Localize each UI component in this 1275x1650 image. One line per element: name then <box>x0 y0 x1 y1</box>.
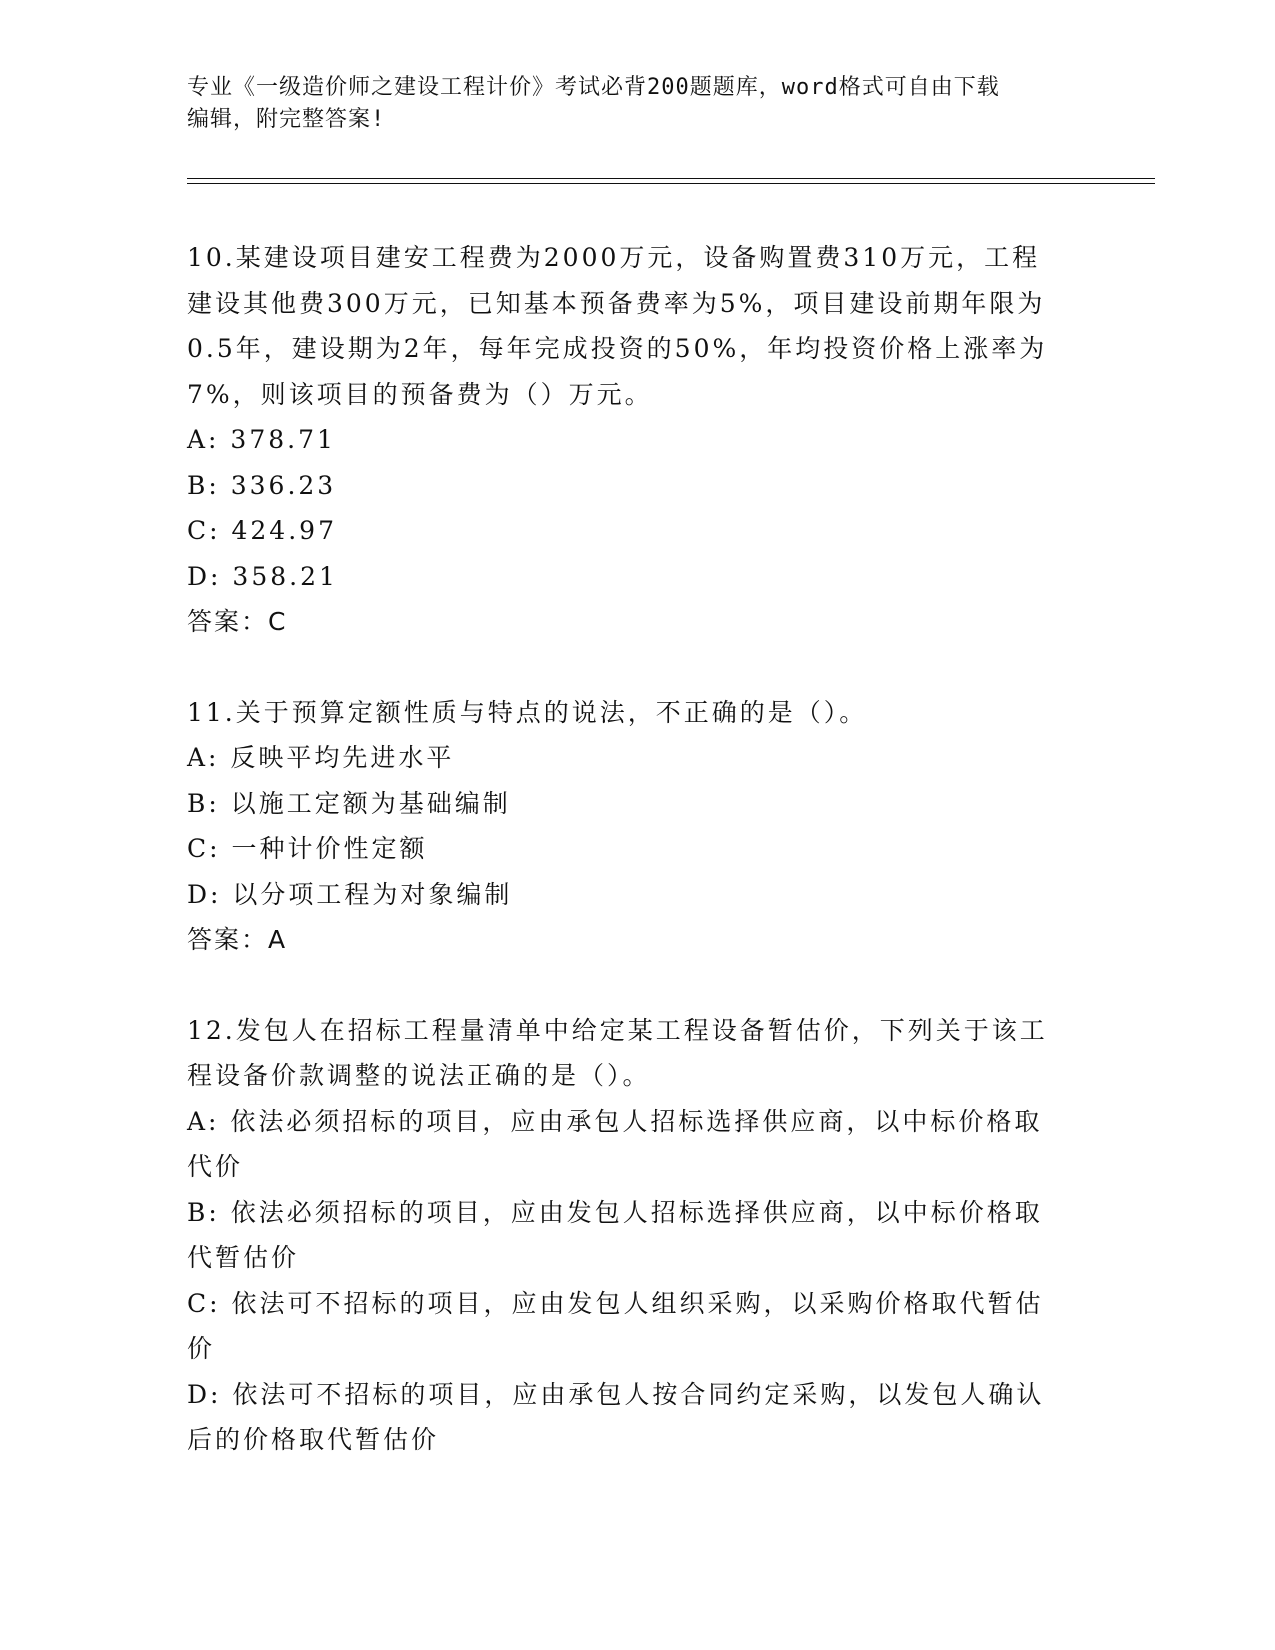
option-line: 代价 <box>187 1152 244 1181</box>
option-b <box>187 1190 1087 1281</box>
question-stem <box>187 690 1087 736</box>
option-line: C: 424.97 <box>187 516 337 545</box>
option-d <box>187 872 1087 918</box>
question-stem <box>187 1008 1087 1099</box>
stem-line: 7%，则该项目的预备费为（）万元。 <box>187 379 653 409</box>
stem-line: 建设其他费300万元，已知基本预备费率为5%，项目建设前期年限为 <box>187 288 1046 318</box>
option-line: C: 依法可不招标的项目，应由发包人组织采购，以采购价格取代暂估 <box>187 1288 1044 1318</box>
option-line: A: 反映平均先进水平 <box>187 743 455 772</box>
option-b <box>187 463 1087 509</box>
answer-line: 答案：A <box>187 925 288 954</box>
stem-line: 程设备价款调整的说法正确的是（）。 <box>187 1061 651 1090</box>
option-line: 后的价格取代暂估价 <box>187 1425 440 1454</box>
header-divider-top <box>187 178 1155 179</box>
stem-line: 0.5年，建设期为2年，每年完成投资的50%，年均投资价格上涨率为 <box>187 334 1048 363</box>
option-a <box>187 417 1087 463</box>
stem-line: 10.某建设项目建安工程费为2000万元，设备购置费310万元，工程 <box>187 243 1041 272</box>
document-header <box>187 72 1087 136</box>
option-a <box>187 1099 1087 1190</box>
option-line: B: 依法必须招标的项目，应由发包人招标选择供应商，以中标价格取 <box>187 1197 1043 1227</box>
option-c <box>187 1281 1087 1372</box>
option-a <box>187 735 1087 781</box>
option-line: C: 一种计价性定额 <box>187 834 428 863</box>
option-line: 代暂估价 <box>187 1243 300 1272</box>
question-stem <box>187 235 1087 417</box>
option-line: B: 336.23 <box>187 470 337 500</box>
question-11 <box>187 690 1087 963</box>
header-divider-bottom <box>187 183 1155 184</box>
header-line-2: 编辑，附完整答案! <box>187 107 386 132</box>
option-c <box>187 508 1087 554</box>
option-line: D: 358.21 <box>187 561 338 591</box>
question-list <box>187 235 1087 1463</box>
option-line: 价 <box>187 1334 216 1363</box>
question-spacer <box>187 645 1087 690</box>
question-12 <box>187 1008 1087 1463</box>
option-line: A: 378.71 <box>187 425 336 454</box>
option-line: D: 依法可不招标的项目，应由承包人按合同约定采购，以发包人确认 <box>187 1379 1045 1409</box>
option-line: B: 以施工定额为基础编制 <box>187 788 511 818</box>
header-line-1: 专业《一级造价师之建设工程计价》考试必背200题题库，word格式可自由下载 <box>187 75 1000 100</box>
option-d <box>187 1372 1087 1463</box>
option-d <box>187 554 1087 600</box>
option-b <box>187 781 1087 827</box>
option-line: D: 以分项工程为对象编制 <box>187 879 513 909</box>
stem-line: 12.发包人在招标工程量清单中给定某工程设备暂估价，下列关于该工 <box>187 1015 1048 1045</box>
option-c <box>187 826 1087 872</box>
answer-line: 答案：C <box>187 607 288 636</box>
question-10 <box>187 235 1087 645</box>
question-spacer <box>187 963 1087 1008</box>
stem-line: 11.关于预算定额性质与特点的说法，不正确的是（）。 <box>187 697 868 727</box>
option-line: A: 依法必须招标的项目，应由承包人招标选择供应商，以中标价格取 <box>187 1106 1043 1136</box>
